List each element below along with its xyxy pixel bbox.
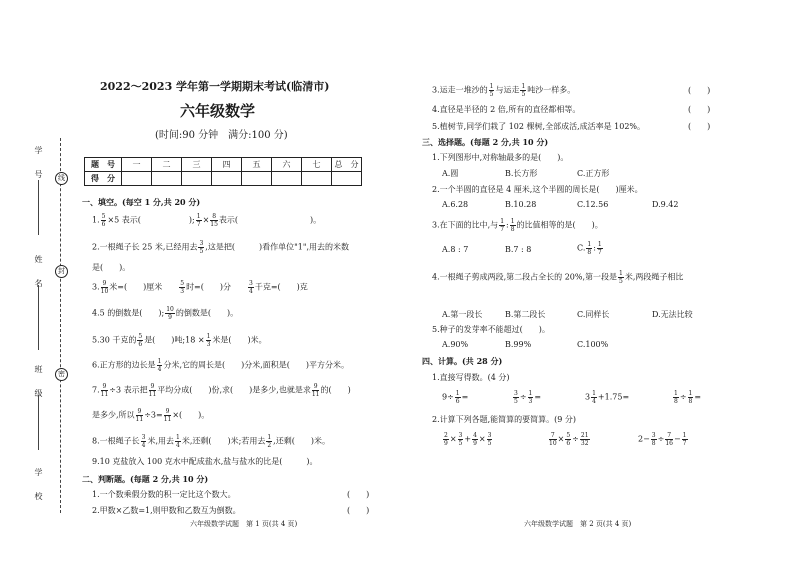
- score-table: [84, 157, 362, 186]
- calc-item: $\frac{2}{9}$ × $\frac{3}{5}$ + $\frac{4}{9}$ × $\frac{3}{5}$: [444, 432, 492, 447]
- option[interactable]: A.第一段长: [442, 310, 483, 319]
- option[interactable]: D.9.42: [652, 200, 679, 209]
- choice-4: 4.一根绳子剪成两段,第二段占全长的 20%,第一段是 $\frac{1}{5}$ 米,两段绳子相比: [432, 270, 684, 285]
- score-header: 五: [242, 158, 272, 172]
- score-header: 四: [212, 158, 242, 172]
- score-header: 二: [152, 158, 182, 172]
- calc-item: $\frac{3}{5}$ ÷ $\frac{1}{3}$ =: [514, 390, 542, 405]
- calc-instruction: 1.直接写得数。(4 分): [432, 373, 510, 382]
- answer-paren[interactable]: ( ): [347, 490, 370, 499]
- fraction: $\frac{9}{11}$: [311, 383, 320, 398]
- fraction: $\frac{9}{10}$: [100, 280, 109, 295]
- section-heading: 三、选择题。(每题 2 分,共 10 分): [422, 137, 549, 147]
- fraction: $\frac{5}{3}$: [180, 280, 185, 295]
- binding-underline: [38, 180, 41, 235]
- exam-subtitle: 六年级数学: [180, 102, 256, 120]
- judge-2: 2.甲数×乙数=1,则甲数和乙数互为倒数。: [92, 506, 241, 515]
- option[interactable]: C. $\frac{1}{8}$ : $\frac{1}{7}$: [577, 241, 602, 256]
- question-3: 3. $\frac{9}{10}$ 米=( )厘米 $\frac{5}{3}$ 时=( )分 $\frac{3}{4}$ 千克=( )克: [92, 280, 308, 295]
- option[interactable]: C.正方形: [577, 169, 610, 178]
- binding-label-school: 学 校: [34, 468, 43, 504]
- option[interactable]: D.无法比较: [652, 310, 693, 319]
- fraction: $\frac{10}{9}$: [166, 306, 174, 321]
- calc-instruction: 2.计算下列各题,能简算的要简算。(9 分): [432, 415, 577, 424]
- answer-paren[interactable]: ( ): [347, 506, 370, 515]
- fraction: $\frac{9}{11}$: [135, 408, 144, 423]
- judge-1: 1.一个数乘假分数的积一定比这个数大。: [92, 490, 236, 499]
- option[interactable]: B.长方形: [505, 169, 538, 178]
- calc-item: 9÷ $\frac{1}{6}$ =: [442, 390, 469, 405]
- fraction: $\frac{1}{4}$: [176, 434, 180, 449]
- question-2: 2.一根绳子长 25 米,已经用去 $\frac{3}{5}$ ,这是把( )看作单位"1",用去的米数: [92, 240, 350, 255]
- page-footer: 六年级数学试题 第 2 页(共 4 页): [524, 520, 632, 528]
- fraction: $\frac{9}{11}$: [100, 383, 109, 398]
- fraction: $\frac{1}{7}$: [500, 218, 505, 233]
- calc-item: $\frac{1}{8}$ ÷ $\frac{1}{8}$ =: [674, 390, 702, 405]
- score-header: 七: [302, 158, 332, 172]
- fraction: $\frac{5}{6}$: [101, 213, 106, 228]
- fraction: $\frac{3}{5}$: [199, 240, 204, 255]
- binding-label-name: 姓 名: [34, 255, 43, 291]
- score-cell[interactable]: [182, 172, 212, 186]
- option[interactable]: C.100%: [577, 340, 609, 349]
- calc-item: 3 $\frac{1}{4}$ +1.75=: [585, 390, 630, 405]
- section-heading: 二、判断题。(每题 2 分,共 10 分): [82, 474, 209, 484]
- score-cell[interactable]: [332, 172, 362, 186]
- fraction: $\frac{1}{4}$: [157, 358, 162, 373]
- fraction: $\frac{3}{4}$: [249, 280, 253, 295]
- page-footer: 六年级数学试题 第 1 页(共 4 页): [190, 520, 298, 528]
- option[interactable]: B.10.28: [505, 200, 537, 209]
- fraction: $\frac{8}{15}$: [210, 213, 218, 228]
- exam-time-info: (时间:90 分钟 满分:100 分): [155, 130, 288, 141]
- fraction: $\frac{9}{11}$: [148, 383, 157, 398]
- question-2-cont: 是( )。: [92, 263, 131, 272]
- score-cell[interactable]: [242, 172, 272, 186]
- score-header: 一: [122, 158, 152, 172]
- binding-underline: [38, 395, 41, 450]
- fraction: $\frac{1}{5}$: [521, 83, 526, 98]
- option[interactable]: B.7 : 8: [505, 245, 532, 254]
- option[interactable]: A.圆: [442, 169, 459, 178]
- answer-paren[interactable]: ( ): [688, 122, 711, 131]
- score-header: 题 号: [85, 158, 122, 172]
- question-8: 8.一根绳子长 $\frac{3}{4}$ 米,用去 $\frac{1}{4}$ 米,还剩( )米;若用去 $\frac{1}{2}$ ,还剩( )米。: [92, 434, 330, 449]
- binding-label-student-id: 学 号: [34, 146, 43, 182]
- fraction: $\frac{1}{2}$: [267, 434, 272, 449]
- fraction: $\frac{3}{4}$: [141, 434, 146, 449]
- section-heading: 四、计算。(共 28 分): [422, 356, 503, 366]
- question-9: 9.10 克盐放入 100 克水中配成盐水,盐与盐水的比是( )。: [92, 457, 318, 466]
- option[interactable]: A.90%: [442, 340, 469, 349]
- binding-underline: [38, 285, 41, 350]
- answer-paren[interactable]: ( ): [688, 86, 711, 95]
- fraction: $\frac{1}{3}$: [206, 333, 211, 348]
- seal-mark-line: 线: [55, 172, 68, 185]
- option[interactable]: A.8 : 7: [442, 245, 469, 254]
- seal-mark-seal: 封: [55, 265, 68, 278]
- judge-3: 3.运走一堆沙的 $\frac{1}{5}$ 与运走 $\frac{1}{5}$ 吨沙一样多。: [432, 83, 576, 98]
- choice-1: 1.下列图形中,对称轴最多的是( )。: [432, 153, 569, 162]
- seal-mark-secret: 密: [55, 368, 68, 381]
- fraction: $\frac{9}{11}$: [163, 408, 172, 423]
- calc-item: $\frac{7}{10}$ × $\frac{5}{6}$ ÷ $\frac{21}{32}$: [549, 432, 589, 447]
- option[interactable]: A.6.28: [442, 200, 469, 209]
- option[interactable]: B.99%: [505, 340, 532, 349]
- option[interactable]: C.同样长: [577, 310, 610, 319]
- fraction: $\frac{1}{8}$: [587, 241, 592, 256]
- choice-2: 2.一个半圆的直径是 4 厘米,这个半圆的周长是( )厘米。: [432, 185, 643, 194]
- fraction: $\frac{1}{7}$: [597, 241, 602, 256]
- fraction: $\frac{1}{7}$: [196, 213, 201, 228]
- score-header: 总 分: [332, 158, 362, 172]
- question-5: 5.30 千克的 $\frac{5}{6}$ 是( )吨;18 × $\frac{1}{3}$ 米是( )米。: [92, 333, 267, 348]
- score-cell[interactable]: [122, 172, 152, 186]
- fraction: $\frac{5}{6}$: [138, 333, 143, 348]
- answer-paren[interactable]: ( ): [688, 105, 711, 114]
- score-cell[interactable]: [212, 172, 242, 186]
- fraction: $\frac{1}{8}$: [510, 218, 515, 233]
- judge-5: 5.植树节,同学们栽了 102 棵树,全部成活,成活率是 102%。: [432, 122, 646, 131]
- fraction: $\frac{1}{5}$: [489, 83, 494, 98]
- question-4: 4.5 的倒数是( ); $\frac{10}{9}$ 的倒数是( )。: [92, 306, 239, 321]
- question-7-cont: 是多少,所以 $\frac{9}{11}$ ÷3= $\frac{9}{11}$ ×( )。: [92, 408, 210, 423]
- calc-item: 2− $\frac{3}{8}$ ÷ $\frac{7}{16}$ − $\frac{1}{7}$: [638, 432, 687, 447]
- choice-3: 3.在下面的比中,与 $\frac{1}{7}$ : $\frac{1}{8}$ 的比值相等的是( )。: [432, 218, 603, 233]
- question-1: 1. $\frac{5}{6}$ ×5 表示( ); $\frac{1}{7}$ × $\frac{8}{15}$ 表示( )。: [92, 213, 322, 228]
- fraction: $\frac{1}{5}$: [619, 270, 623, 285]
- score-row-label: 得 分: [85, 172, 122, 186]
- binding-line: [60, 138, 61, 513]
- question-6: 6.正方形的边长是 $\frac{1}{4}$ 分米,它的周长是( )分米,面积是( )平方分米。: [92, 358, 350, 373]
- score-cell[interactable]: [272, 172, 302, 186]
- section-heading: 一、填空。(每空 1 分,共 20 分): [82, 197, 201, 207]
- choice-5: 5.种子的发芽率不能超过( )。: [432, 325, 550, 334]
- binding-label-class: 班 级: [34, 365, 43, 401]
- score-cell[interactable]: [302, 172, 332, 186]
- score-header: 三: [182, 158, 212, 172]
- score-cell[interactable]: [152, 172, 182, 186]
- question-7: 7. $\frac{9}{11}$ ÷3 表示把 $\frac{9}{11}$ 平均分成( )份,求( )是多少,也就是求 $\frac{9}{11}$ 的( ): [92, 383, 351, 398]
- judge-4: 4.直径是半径的 2 倍,所有的直径都相等。: [432, 105, 581, 114]
- score-header: 六: [272, 158, 302, 172]
- option[interactable]: C.12.56: [577, 200, 609, 209]
- option[interactable]: B.第二段长: [505, 310, 546, 319]
- exam-title: 2022～2023 学年第一学期期末考试(临清市): [100, 80, 330, 93]
